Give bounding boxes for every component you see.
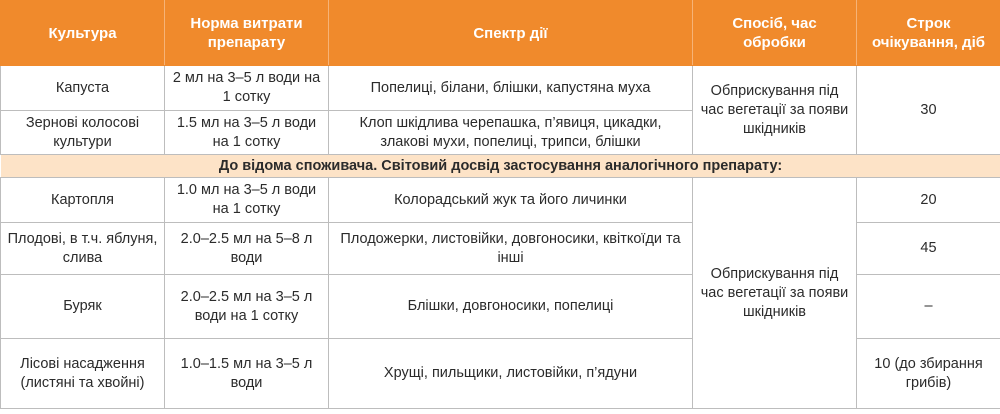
header-rate: Норма витрати препарату <box>165 1 329 66</box>
header-waiting: Строк очікування, діб <box>857 1 1000 66</box>
table-row <box>1 66 1000 111</box>
culture-cell: Картопля <box>1 178 165 223</box>
header-method: Спосіб, час обробки <box>693 1 857 66</box>
waiting-cell: 30 <box>857 66 1000 155</box>
culture-cell: Плодові, в т.ч. яблуня, слива <box>1 223 165 275</box>
spectrum-cell: Плодожерки, листовійки, довгоносики, квіткоїди та інші <box>329 223 693 275</box>
consumer-notice: До відома споживача. Світовий досвід застосування аналогічного препарату: <box>1 155 1000 178</box>
rate-cell: 2.0–2.5 мл на 3–5 л води на 1 сотку <box>165 275 329 339</box>
culture-cell: Зернові колосові культури <box>1 111 165 155</box>
culture-cell: Лісові насадження (листяні та хвойні) <box>1 339 165 409</box>
spectrum-cell: Колорадський жук та його личинки <box>329 178 693 223</box>
spectrum-cell: Попелиці, білани, блішки, капустяна муха <box>329 66 693 111</box>
waiting-cell: 10 (до збирання грибів) <box>857 339 1000 409</box>
rate-cell: 1.0 мл на 3–5 л води на 1 сотку <box>165 178 329 223</box>
spectrum-cell: Блішки, довгоносики, попелиці <box>329 275 693 339</box>
spectrum-cell: Хрущі, пильщики, листовійки, п’ядуни <box>329 339 693 409</box>
header-culture: Культура <box>1 1 165 66</box>
culture-cell: Буряк <box>1 275 165 339</box>
notice-row <box>1 155 1000 178</box>
rate-cell: 1.5 мл на 3–5 л води на 1 сотку <box>165 111 329 155</box>
table-row <box>1 178 1000 223</box>
rate-cell: 1.0–1.5 мл на 3–5 л води <box>165 339 329 409</box>
culture-cell: Капуста <box>1 66 165 111</box>
rate-cell: 2.0–2.5 мл на 5–8 л води <box>165 223 329 275</box>
header-row <box>1 1 1000 66</box>
spectrum-cell: Клоп шкідлива черепашка, п’явиця, цикадки, злакові мухи, попелиці, трипси, блішки <box>329 111 693 155</box>
waiting-cell: – <box>857 275 1000 339</box>
method-cell: Обприскування під час вегетації за появи шкідників <box>693 178 857 409</box>
method-cell: Обприскування під час вегетації за появи шкідників <box>693 66 857 155</box>
rate-cell: 2 мл на 3–5 л води на 1 сотку <box>165 66 329 111</box>
waiting-cell: 20 <box>857 178 1000 223</box>
waiting-cell: 45 <box>857 223 1000 275</box>
header-spectrum: Спектр дії <box>329 1 693 66</box>
